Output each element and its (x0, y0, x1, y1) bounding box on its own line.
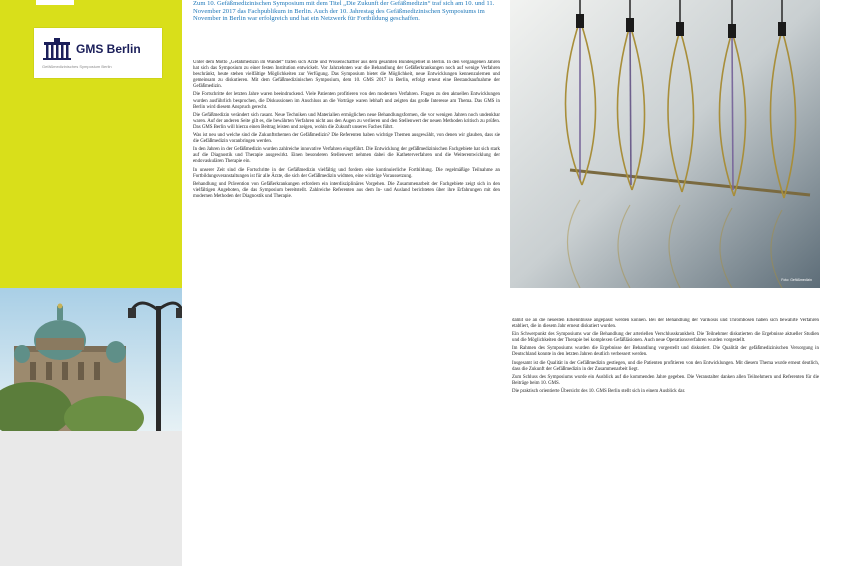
paragraph: In den Jahren in der Gefäßmedizin wurden zahlreiche innovative Verfahren eingeführt. Die Entwicklung der gefäßmedizinischen Fachgebiete hat sich stark auf die Diagnostik und Therapie ausgewirkt. Einen besonderen Stellenwert nehmen dabei die Katheterverfahren und die Weiterentwicklung der endovaskulären Therapie ein. (193, 147, 500, 165)
yellow-panel (0, 0, 182, 288)
sidebar (0, 0, 182, 566)
berlin-cathedral-photo (0, 288, 182, 431)
paragraph: Unter dem Motto „Gefäßmedizin im Wandel“ trafen sich Ärzte und Wissenschaftler aus dem gesamten Bundesgebiet in Berlin. In den vergangenen Jahren hat sich das Symposium zu einer festen Institution entwickelt. Vor Jahrzehnten war die Behandlung der Gefäßerkrankungen noch auf wenige Verfahren beschränkt, heute stehen vielfältige Möglichkeiten zur Verfügung. Das Symposium bietet die Möglichkeit, neue Entwicklungen kennenzulernen und gemeinsam zu diskutieren. Mit dem Gefäßmedizinischen Symposium, dem 10. GMS 2017 in Berlin, erfolgt erneut eine Bestandsaufnahme der Gefäßmedizin. (193, 60, 500, 90)
paragraph: Was ist neu und welche sind die Zukunftsthemen der Gefäßmedizin? Die Referenten haben wichtige Themen ausgewählt, von denen wir glauben, dass sie die Gefäßmedizin voranbringen werden. (193, 133, 500, 145)
paragraph: Insgesamt ist die Qualität in der Gefäßmedizin gestiegen, und die Patienten profitieren von den Entwicklungen. Mit diesem Thema wurde erneut deutlich, dass die Zukunft der Gefäßmedizin in der Zusammenarbeit liegt. (512, 360, 819, 372)
brandenburg-gate-icon (42, 38, 72, 60)
photo-credit: Foto: Gefäßmedizin (781, 278, 812, 282)
article-column-left (193, 60, 500, 566)
article-column-right (512, 318, 819, 566)
paragraph: Ein Schwerpunkt des Symposiums war die Behandlung der arteriellen Verschlusskrankheit. Die Teilnehmer diskutierten die Ergebnisse aktueller Studien und die Möglichkeiten der Therapie bei komplexen Gefäßläsionen. Auch neue Operationsverfahren wurden vorgestellt. (512, 332, 819, 344)
paragraph: Im Rahmen des Symposiums wurden die Ergebnisse der Behandlung vorgestellt und diskutiert. Die Qualität der gefäßmedizinischen Versorgung in Deutschland konnte in den letzten Jahren deutlich verbessert werden. (512, 346, 819, 358)
logo-subtitle: Gefäßmedizinisches Symposium Berlin (42, 64, 112, 69)
paragraph: Die Gefäßmedizin verändert sich rasant. Neue Techniken und Materialien ermöglichen neue Behandlungsformen, die vor wenigen Jahren noch undenkbar waren. Auf der anderen Seite gilt es, die bewährten Verfahren nicht aus den Augen zu verlieren und den Stellenwert der neuen Methoden kritisch zu prüfen. Das GMS Berlin will hierzu einen Beitrag leisten und zeigen, wohin die Zukunft unseres Faches führt. (193, 112, 500, 130)
paragraph: Zum Schluss des Symposiums wurde ein Ausblick auf die kommenden Jahre gegeben. Die Veranstalter danken allen Teilnehmern und Referenten für die Beiträge beim 10. GMS. (512, 374, 819, 386)
paragraph: Behandlung und Prävention von Gefäßerkrankungen erfordern ein interdisziplinäres Vorgehen. Die Zusammenarbeit der Fachgebiete zeigt sich in den vielfältigen Angeboten, die das Symposium bereitstellt. Zahlreiche Referenten aus dem In- und Ausland berichteten über ihre Erfahrungen mit den modernen Methoden der Diagnostik und Therapie. (193, 181, 500, 199)
intro-text: Zum 10. Gefäßmedizinischen Symposium mit dem Titel „Die Zukunft der Gefäßmedizin“ traf sich am 10. und 11. November 2017 das Fachpublikum in Berlin. Auch der 10. Jahrestag des Gefäßmedizinischen Symposiums im November in Berlin war erfolgreich und hat ein Netzwerk für Fortbildung geschaffen. (193, 0, 495, 22)
top-accent-bar (36, 0, 74, 5)
paragraph: damit sie an die neuesten Erkenntnisse angepasst werden können. Bei der Behandlung der Varikosis und Thrombosen haben sich bewährte Verfahren etabliert, die in diesem Jahr erneut diskutiert wurden. (512, 318, 819, 330)
logo-text: GMS Berlin (76, 42, 141, 56)
paragraph: Die Fortschritte der letzten Jahre waren beeindruckend. Viele Patienten profitieren von den modernen Verfahren. Fragen zu den aktuellen Entwicklungen wurden ausführlich besprochen, die Diskussionen im Anschluss an die Vorträge waren lebhaft und zeigten das große Interesse am Thema. Das GMS in Berlin wird diesem Anspruch gerecht. (193, 92, 500, 110)
electrodes-photo (510, 0, 820, 288)
gms-logo (34, 28, 162, 78)
paragraph: Die praktisch orientierte Übersicht des 10. GMS Berlin stellt sich in einem Ausblick dar. (512, 388, 686, 394)
paragraph: In unserer Zeit sind die Fortschritte in der Gefäßmedizin vielfältig und fordern eine kontinuierliche Fortbildung. Die regelmäßige Teilnahme an Fortbildungsveranstaltungen ist für alle Ärzte, die sich der Gefäßmedizin widmen, eine wichtige Voraussetzung. (193, 167, 500, 179)
